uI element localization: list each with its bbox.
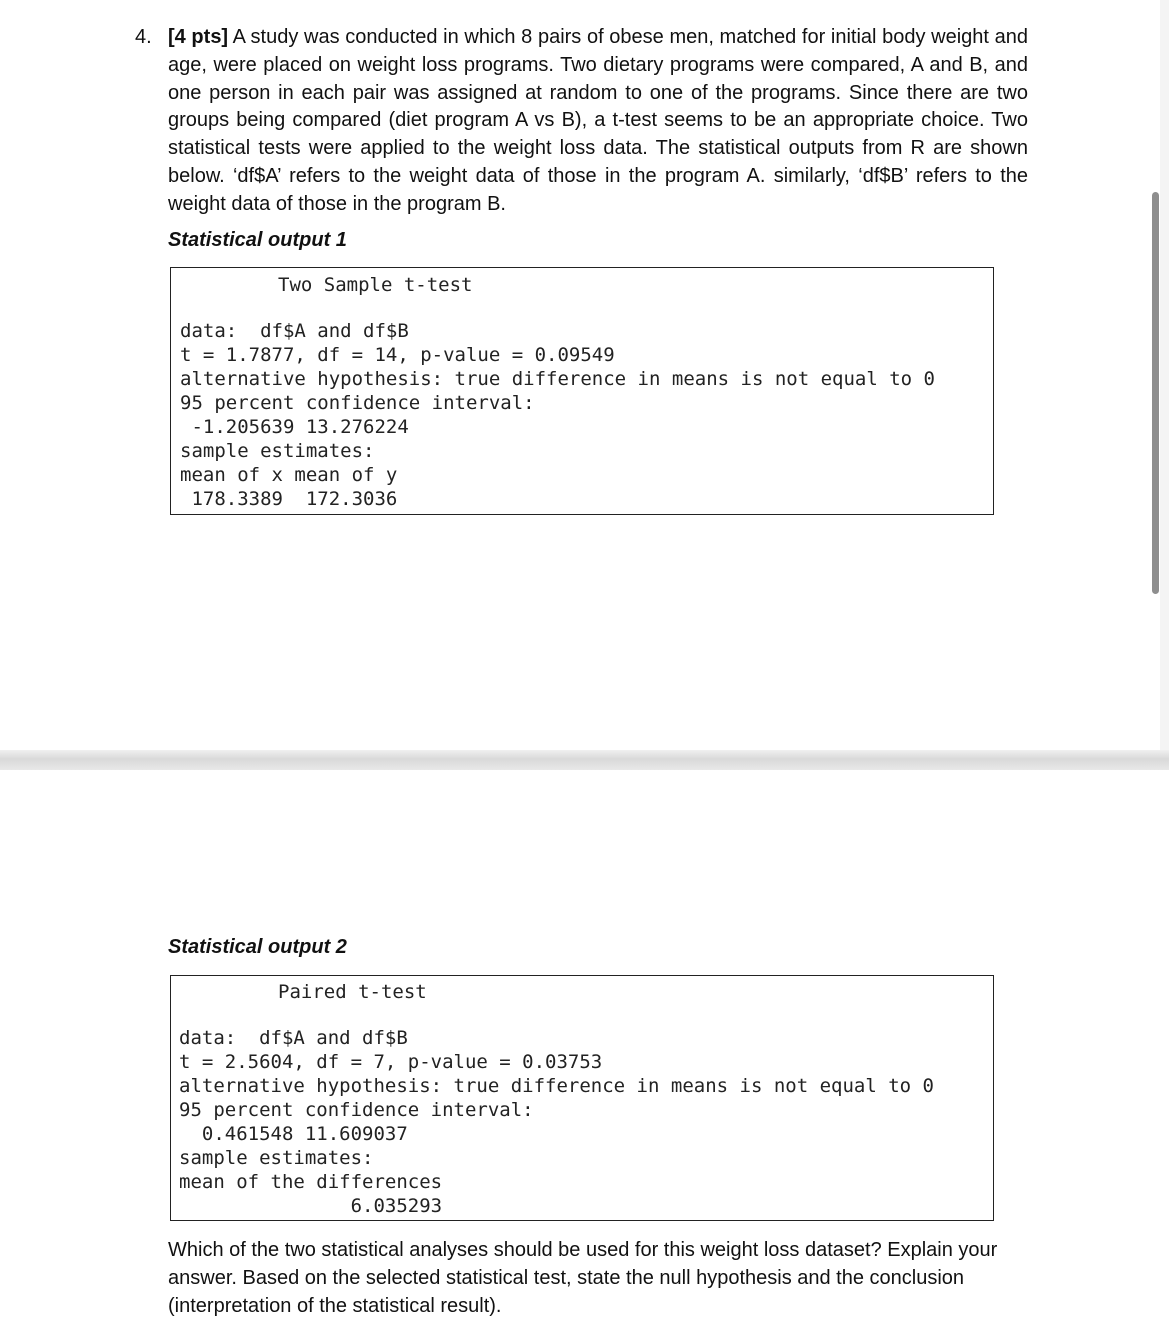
output-1-title: Statistical output 1 [168, 229, 347, 251]
output-1-estimates-values: 178.3389 172.3036 [180, 488, 398, 510]
question-body: A study was conducted in which 8 pairs of obese men, matched for initial body weight and age, were placed on weight loss programs. Two dietary programs were compared, A and B, and one person in each pair was assigned at random to one of the programs. Since there are two groups being compared (diet program A vs B), a t-test seems to be an appropriate choice. Two statistical tests were applied to the weight loss data. The statistical outputs from R are shown below. ‘df$A’ refers to the weight data of those in the program A. similarly, ‘df$B’ refers to the weight data of those in the program B. [168, 26, 1029, 215]
output-2-ci-label: 95 percent confidence interval: [179, 1099, 534, 1121]
question-points: [4 pts] [168, 26, 229, 48]
output-2-estimates-label: sample estimates: [179, 1147, 374, 1169]
output-2-ci-values: 0.461548 11.609037 [179, 1123, 408, 1145]
output-1-stat-line: t = 1.7877, df = 14, p-value = 0.09549 [180, 344, 615, 366]
question-text [168, 24, 1028, 219]
output-1-estimates-header: mean of x mean of y [180, 464, 398, 486]
output-2-estimates-value: 6.035293 [179, 1195, 443, 1217]
output-2-stat-line: t = 2.5604, df = 7, p-value = 0.03753 [179, 1051, 603, 1073]
output-1-alt-hypothesis: alternative hypothesis: true difference in means is not equal to 0 [180, 368, 935, 390]
output-1-ci-label: 95 percent confidence interval: [180, 392, 535, 414]
output-2-alt-hypothesis: alternative hypothesis: true difference in means is not equal to 0 [179, 1075, 934, 1097]
output-2-estimates-header: mean of the differences [179, 1171, 443, 1193]
output-1-data-line: data: df$A and df$B [180, 320, 409, 342]
output-2-box [170, 975, 994, 1221]
output-1-estimates-label: sample estimates: [180, 440, 375, 462]
output-2-data-line: data: df$A and df$B [179, 1027, 408, 1049]
scroll-track [1160, 0, 1169, 750]
follow-up-question: Which of the two statistical analyses should be used for this weight loss dataset? Explain your answer. Based on the selected statistical test, state the null hypothesis and the conclusion (interpretation of the statistical result). [168, 1239, 998, 1317]
output-2-test-name: Paired t-test [278, 981, 427, 1003]
page-separator [0, 750, 1169, 770]
output-1-ci-values: -1.205639 13.276224 [180, 416, 409, 438]
question-number: 4. [135, 26, 152, 48]
scrollbar-thumb[interactable] [1152, 192, 1159, 594]
output-1-test-name: Two Sample t-test [278, 274, 473, 296]
output-2-title: Statistical output 2 [168, 936, 347, 958]
output-1-box [170, 267, 994, 515]
